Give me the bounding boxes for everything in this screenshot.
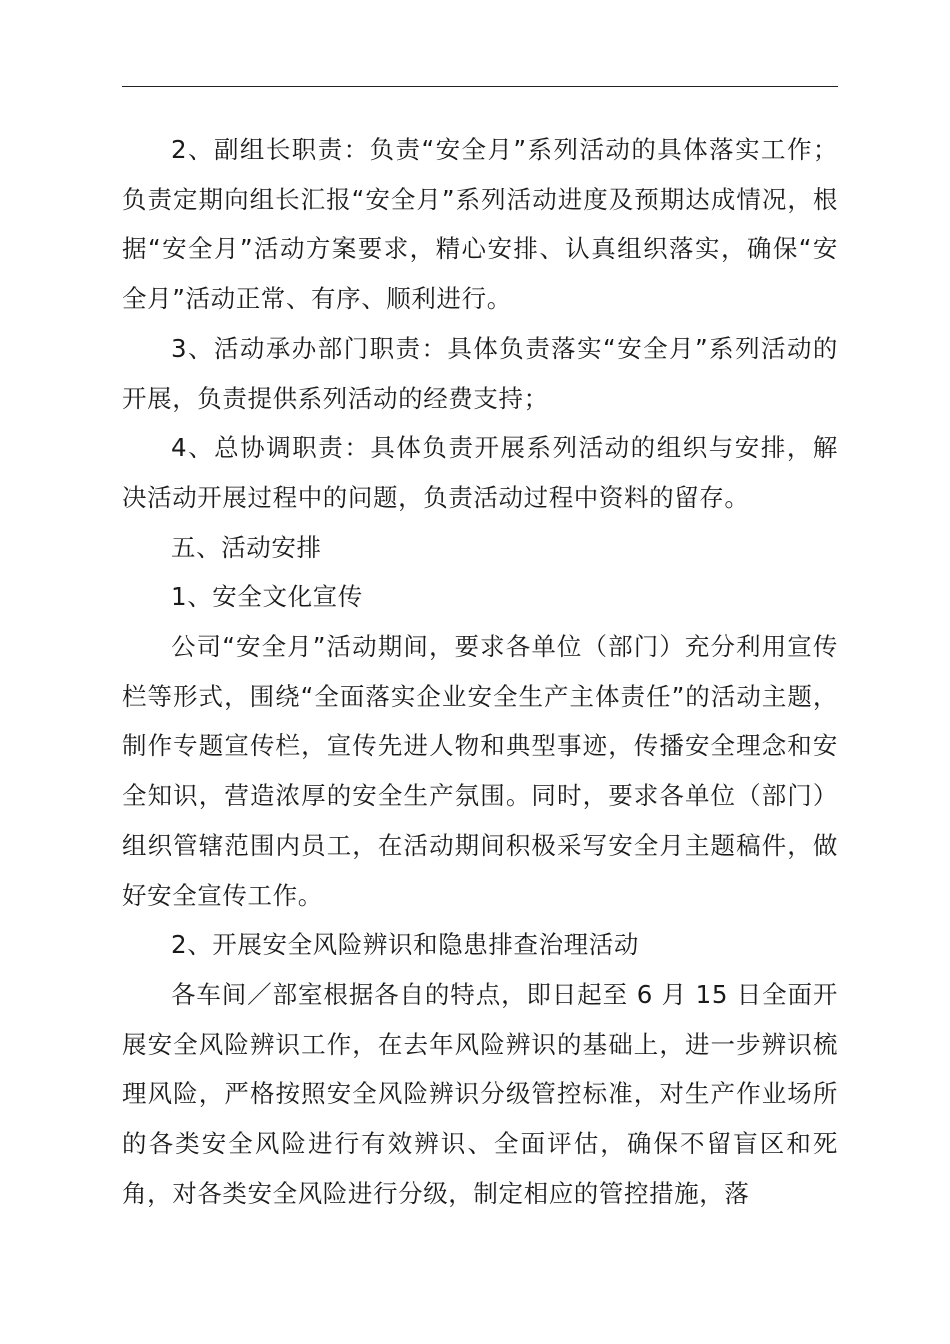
subheading-safety-culture: 1、安全文化宣传	[171, 582, 363, 612]
paragraph-coordinator-duties: 4、总协调职责：具体负责开展系列活动的组织与安排，解决活动开展过程中的问题，负责活动过程中资料的留存。	[122, 433, 838, 512]
document-body	[122, 125, 838, 1218]
paragraph-deputy-leader-duties: 2、副组长职责：负责“安全月”系列活动的具体落实工作；负责定期向组长汇报“安全月”系列活动进度及预期达成情况，根据“安全月”活动方案要求，精心安排、认真组织落实，确保“安全月”活动正常、有序、顺利进行。	[122, 135, 838, 314]
paragraph-host-department-duties: 3、活动承办部门职责：具体负责落实“安全月”系列活动的开展，负责提供系列活动的经费支持；	[122, 333, 838, 413]
header-rule	[122, 86, 838, 87]
subheading-risk-identification: 2、开展安全风险辨识和隐患排查治理活动	[171, 930, 639, 960]
paragraph-safety-culture: 公司“安全月”活动期间，要求各单位（部门）充分利用宣传栏等形式，围绕“全面落实企业安全生产主体责任”的活动主题，制作专题宣传栏，宣传先进人物和典型事迹，传播安全理念和安全知识，营造浓厚的安全生产氛围。同时，要求各单位（部门）组织管辖范围内员工，在活动期间积极采写安全月主题稿件，做好安全宣传工作。	[122, 632, 838, 910]
paragraph-risk-identification: 各车间／部室根据各自的特点，即日起至 6 月 15 日全面开展安全风险辨识工作，在去年风险辨识的基础上，进一步辨识梳理风险，严格按照安全风险辨识分级管控标准，对生产作业场所的各类安全风险进行有效辨识、全面评估，确保不留盲区和死角，对各类安全风险进行分级，制定相应的管控措施，落	[122, 979, 838, 1208]
section-heading-activity-arrangement: 五、活动安排	[171, 532, 322, 562]
